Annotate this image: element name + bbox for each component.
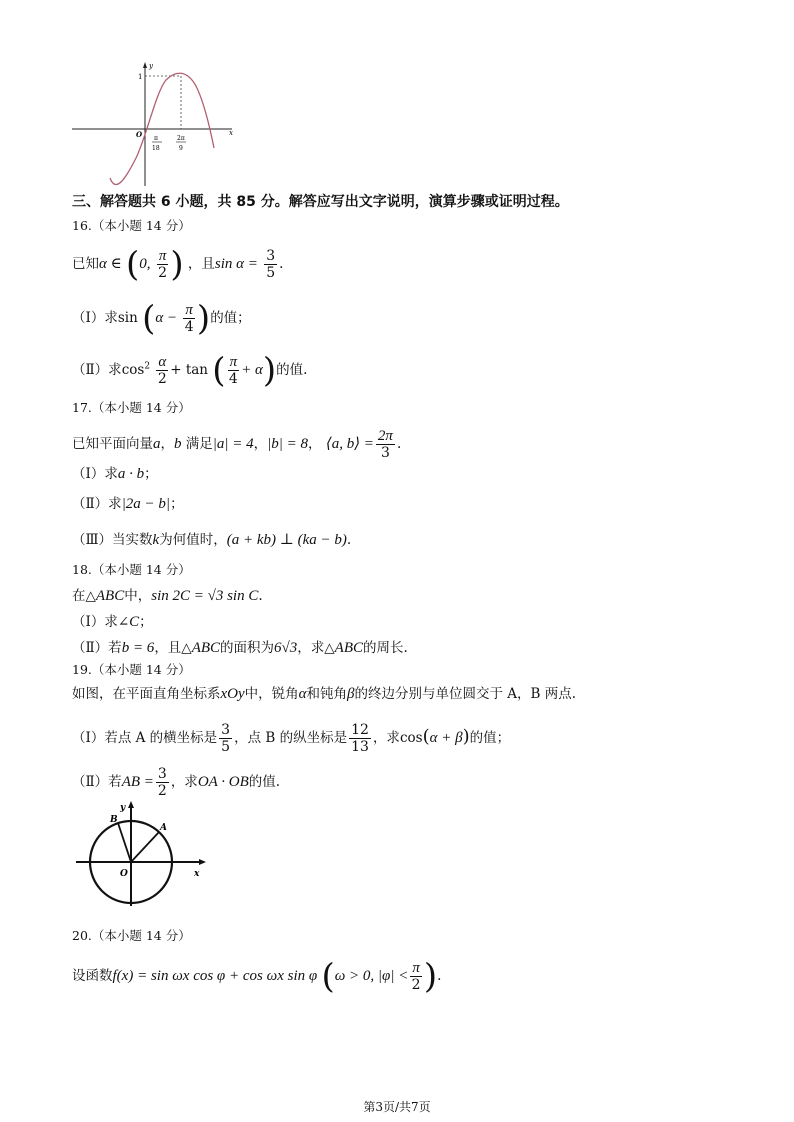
q18-angle-c: C bbox=[129, 614, 140, 630]
q18-abc: ABC bbox=[95, 588, 125, 604]
q17-mod-a: |a| = 4 bbox=[212, 436, 254, 452]
q19-beta: β bbox=[347, 686, 355, 702]
q16-part1-label: （Ⅰ）求 bbox=[72, 310, 118, 326]
q19-five: 5 bbox=[221, 739, 231, 755]
q17-title: 17.（本小题 14 分） bbox=[72, 400, 191, 415]
q16-given-prefix: 已知 bbox=[72, 256, 99, 272]
q16-part2-paren-open: ( bbox=[212, 350, 226, 391]
q16-part2-label: （Ⅱ）求 bbox=[72, 362, 122, 378]
q16-paren-close: ) bbox=[170, 244, 184, 285]
q19-part2 bbox=[72, 766, 280, 799]
q17-part1-label: （Ⅰ）求 bbox=[72, 466, 118, 482]
q20-pi-over-2 bbox=[410, 960, 422, 993]
q20-condition: ω > 0, |φ| < bbox=[334, 968, 409, 984]
q16-part2-alpha-over-2 bbox=[156, 354, 168, 387]
q16-part2-pi-over-4 bbox=[228, 354, 240, 387]
q18-part2-pre: （Ⅱ）若 bbox=[72, 640, 122, 656]
fig-x-label: x bbox=[194, 869, 200, 879]
q16-part2-pi: π bbox=[229, 354, 238, 370]
q18-part1-label: （Ⅰ）求∠ bbox=[72, 614, 130, 630]
q18-given-text: 在△ bbox=[72, 588, 96, 604]
q20-pre: 设函数 bbox=[72, 968, 113, 984]
q17-part3-mid: 为何值时， bbox=[159, 532, 227, 548]
fig-y-label: y bbox=[120, 803, 126, 813]
q20-two: 2 bbox=[411, 977, 421, 993]
q19-part1-mid2: ，求 bbox=[372, 730, 400, 746]
q19-desc-end: 的终边分别与单位圆交于 A，B 两点. bbox=[354, 686, 577, 702]
q18-b-eq-6: b = 6 bbox=[121, 640, 155, 656]
q16-part2-plus-alpha: + α bbox=[241, 362, 263, 378]
graph-x-tick1-num: π bbox=[154, 135, 158, 142]
q20-paren-close: ) bbox=[423, 956, 438, 997]
q17-part3 bbox=[72, 530, 351, 550]
q19-thirteen: 13 bbox=[351, 739, 369, 755]
graph-origin: O bbox=[136, 130, 143, 139]
fig-point-a: A bbox=[160, 823, 167, 833]
q19-alpha-plus-beta: α + β bbox=[429, 730, 463, 746]
q19-alpha: α bbox=[298, 686, 307, 702]
q16-part1-pi: π bbox=[185, 302, 193, 318]
q16-part2-plus-tan: + tan bbox=[170, 362, 208, 378]
q17-vec-a: a bbox=[153, 436, 161, 452]
q19-three-2: 3 bbox=[157, 766, 167, 782]
q17-angle: ⟨a, b⟩ = bbox=[325, 436, 374, 452]
q17-part3-period: . bbox=[346, 532, 352, 548]
q19-3-over-2 bbox=[156, 766, 169, 799]
q18-part2 bbox=[72, 638, 408, 658]
q19-three: 3 bbox=[221, 722, 231, 738]
q20-pi: π bbox=[412, 960, 420, 976]
q17-part1 bbox=[72, 464, 158, 484]
q16-part1 bbox=[72, 298, 251, 339]
q18-part2-mid1: ，且△ bbox=[154, 640, 192, 656]
q19-desc-mid1: 中，锐角 bbox=[244, 686, 299, 702]
q19-part1: （Ⅰ）若点 A 的横坐标是 $\frac{3}{5}$ ，点 B 的纵坐标是 $\frac{12}{13}$ ，求cos(α + β)的值； bbox=[72, 722, 511, 755]
q17-part1-expr: a · b bbox=[117, 466, 145, 482]
q16-title: 16.（本小题 14 分） bbox=[72, 218, 191, 233]
q19-cos: cos bbox=[399, 730, 423, 746]
q20-given bbox=[72, 956, 442, 997]
q17-given-text: 已知平面向量 bbox=[72, 436, 153, 452]
q17-part1-semi: ； bbox=[144, 466, 158, 482]
page-footer: 第3页/共7页 bbox=[363, 1100, 431, 1114]
q18-abc-3: ABC bbox=[334, 640, 364, 656]
q18-equation: sin 2C = √3 sin C bbox=[151, 588, 259, 604]
unit-circle-figure bbox=[70, 798, 210, 908]
q16-part1-four: 4 bbox=[184, 319, 194, 335]
q17-k: k bbox=[152, 532, 160, 548]
q16-part1-sin: sin bbox=[117, 310, 138, 326]
q16-part2-paren-close: ) bbox=[262, 350, 277, 391]
q17-2pi-over-3 bbox=[376, 428, 395, 461]
q16-part2-two: 2 bbox=[157, 371, 167, 387]
q18-period: . bbox=[258, 588, 263, 604]
q19-dot-product: OA · OB bbox=[197, 774, 249, 790]
q16-sin-alpha: sin α = bbox=[214, 256, 258, 272]
q16-part1-suffix: 的值； bbox=[210, 310, 251, 326]
graph-y-tick: 1 bbox=[138, 73, 143, 81]
q18-part2-mid3: ，求△ bbox=[297, 640, 335, 656]
fig-origin: O bbox=[120, 869, 128, 879]
q19-part2-pre: （Ⅱ）若 bbox=[72, 774, 122, 790]
q16-part2-suffix: 的值. bbox=[276, 362, 308, 378]
sine-graph bbox=[66, 58, 242, 190]
q16-part1-alpha-minus: α − bbox=[155, 310, 178, 326]
q16-part2-alpha: α bbox=[158, 354, 167, 370]
q19-title: 19.（本小题 14 分） bbox=[72, 662, 191, 677]
q16-part2-sq: 2 bbox=[144, 361, 151, 372]
q16-part1-pi-over-4 bbox=[183, 302, 195, 335]
q19-desc-mid2: 和钝角 bbox=[306, 686, 348, 702]
graph-x-tick2-den: 9 bbox=[179, 145, 183, 152]
q16-alpha-in: α ∈ bbox=[99, 256, 122, 272]
q19-two: 2 bbox=[157, 783, 167, 799]
q19-desc-pre: 如图，在平面直角坐标系 bbox=[72, 686, 221, 702]
q19-part1-pre: （Ⅰ）若点 A 的横坐标是 bbox=[72, 730, 218, 746]
q19-ab: AB = bbox=[121, 774, 154, 790]
q18-part2-mid2: 的面积为 bbox=[220, 640, 275, 656]
q16-pi-over-2 bbox=[157, 248, 169, 281]
q18-part1 bbox=[72, 612, 153, 632]
q17-mod-b: |b| = 8 bbox=[267, 436, 309, 452]
q17-given bbox=[72, 428, 401, 461]
q18-title: 18.（本小题 14 分） bbox=[72, 562, 191, 577]
q18-area: 6√3 bbox=[274, 640, 298, 656]
section-heading: 三、解答题共 6 小题，共 85 分。解答应写出文字说明，演算步骤或证明过程。 bbox=[72, 194, 569, 210]
q17-comma3: ， bbox=[308, 436, 322, 452]
q17-period: . bbox=[396, 436, 402, 452]
q16-paren-open: ( bbox=[126, 244, 140, 285]
q17-part3-expr: (a + kb) ⊥ (ka − b) bbox=[226, 532, 347, 548]
graph-x-tick1-den: 18 bbox=[152, 145, 160, 152]
q19-twelve: 12 bbox=[351, 722, 369, 738]
q18-part1-semi: ； bbox=[139, 614, 153, 630]
q16-part2-four: 4 bbox=[228, 371, 238, 387]
fig-point-b: B bbox=[110, 815, 118, 825]
q17-part2-label: （Ⅱ）求 bbox=[72, 496, 122, 512]
q19-part1-mid: ，点 B 的纵坐标是 bbox=[234, 730, 348, 746]
q17-three: 3 bbox=[380, 445, 390, 461]
q16-pi: π bbox=[158, 248, 167, 264]
q19-part2-mid: ，求 bbox=[170, 774, 198, 790]
q20-period: . bbox=[437, 968, 442, 984]
q17-two-pi: 2π bbox=[377, 428, 393, 444]
q17-comma1: ， bbox=[160, 436, 174, 452]
graph-y-label: y bbox=[149, 62, 153, 70]
q17-part2-semi: ； bbox=[170, 496, 184, 512]
q20-paren-open: ( bbox=[321, 956, 335, 997]
q20-function: f(x) = sin ωx cos φ + cos ωx sin φ bbox=[112, 968, 318, 984]
q16-five: 5 bbox=[266, 265, 276, 281]
q19-part2-end: 的值. bbox=[248, 774, 281, 790]
graph-x-label: x bbox=[229, 129, 233, 137]
q16-three: 3 bbox=[266, 248, 276, 264]
q16-given bbox=[72, 244, 284, 285]
q18-part2-end: 的周长. bbox=[363, 640, 408, 656]
q16-two: 2 bbox=[158, 265, 168, 281]
q17-part2 bbox=[72, 494, 184, 514]
q17-comma2: ， bbox=[253, 436, 268, 452]
q16-part1-paren-open: ( bbox=[142, 298, 156, 339]
q16-part1-paren-close: ) bbox=[196, 298, 211, 339]
q19-3-over-5 bbox=[219, 722, 232, 755]
q16-period: . bbox=[279, 256, 284, 272]
q17-satisfy: 满足 bbox=[185, 436, 213, 452]
q18-mid: 中， bbox=[124, 588, 152, 604]
q16-3-over-5 bbox=[264, 248, 277, 281]
graph-x-tick2-num: 2π bbox=[177, 135, 185, 142]
q19-12-over-13 bbox=[349, 722, 371, 755]
q16-zero: 0, bbox=[139, 256, 151, 272]
q17-part2-expr: |2a − b| bbox=[121, 496, 171, 512]
q19-desc bbox=[72, 684, 576, 704]
q19-xoy: xOy bbox=[220, 686, 245, 702]
q17-part3-label: （Ⅲ）当实数 bbox=[72, 532, 153, 548]
q16-part2 bbox=[72, 350, 308, 391]
q16-and: ，且 bbox=[187, 256, 215, 272]
q18-given bbox=[72, 586, 263, 606]
q20-title: 20.（本小题 14 分） bbox=[72, 928, 191, 943]
q19-part1-end: 的值； bbox=[469, 730, 511, 746]
q16-part2-cos: cos bbox=[121, 362, 145, 378]
q17-vec-b: b bbox=[174, 436, 182, 452]
q18-abc-2: ABC bbox=[191, 640, 221, 656]
